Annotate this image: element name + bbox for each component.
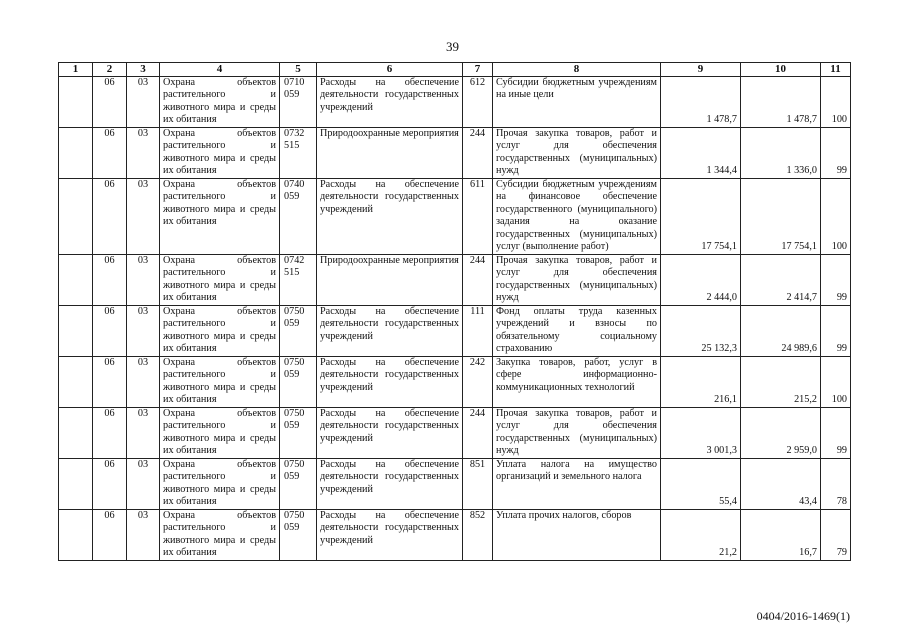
execution-percent-cell: 100	[821, 178, 851, 254]
target-item-name-cell: Расходы на обеспечение деятельности государственных учреждений	[317, 458, 463, 509]
section-code-cell: 06	[93, 356, 127, 407]
target-item-name-cell: Расходы на обеспечение деятельности государственных учреждений	[317, 178, 463, 254]
table-row	[59, 254, 851, 305]
column-header: 1	[59, 63, 93, 77]
executed-amount-cell: 16,7	[741, 509, 821, 560]
row-number-cell	[59, 356, 93, 407]
column-header: 8	[493, 63, 661, 77]
subsection-code-cell: 03	[127, 178, 160, 254]
target-item-code-cell: 0750 059	[280, 356, 317, 407]
expense-type-name-cell: Субсидии бюджетным учреждениям на иные цели	[493, 76, 661, 127]
table-row	[59, 356, 851, 407]
subsection-name-cell: Охрана объектов растительного и животного мира и среды их обитания	[160, 254, 280, 305]
target-item-code-cell: 0750 059	[280, 509, 317, 560]
table-row	[59, 76, 851, 127]
subsection-name-cell: Охрана объектов растительного и животного мира и среды их обитания	[160, 76, 280, 127]
execution-percent-cell: 99	[821, 127, 851, 178]
expense-type-name-cell: Субсидии бюджетным учреждениям на финансовое обеспечение государственного (муниципального) задания на оказание государственных (муниципальных) услуг (выполнение работ)	[493, 178, 661, 254]
target-item-name-cell: Расходы на обеспечение деятельности государственных учреждений	[317, 407, 463, 458]
table-row	[59, 509, 851, 560]
planned-amount-cell: 55,4	[661, 458, 741, 509]
expense-type-code-cell: 852	[463, 509, 493, 560]
execution-percent-cell: 100	[821, 76, 851, 127]
subsection-name-cell: Охрана объектов растительного и животного мира и среды их обитания	[160, 458, 280, 509]
column-header: 11	[821, 63, 851, 77]
document-code: 0404/2016-1469(1)	[756, 609, 850, 623]
target-item-name-cell: Расходы на обеспечение деятельности государственных учреждений	[317, 509, 463, 560]
target-item-name-cell: Природоохранные мероприятия	[317, 127, 463, 178]
target-item-code-cell: 0750 059	[280, 458, 317, 509]
row-number-cell	[59, 178, 93, 254]
column-header: 6	[317, 63, 463, 77]
expense-type-name-cell: Прочая закупка товаров, работ и услуг для обеспечения государственных (муниципальных) нужд	[493, 127, 661, 178]
subsection-code-cell: 03	[127, 356, 160, 407]
section-code-cell: 06	[93, 127, 127, 178]
table-header-row	[59, 63, 851, 77]
expense-type-name-cell: Фонд оплаты труда казенных учреждений и взносы по обязательному социальному страхованию	[493, 305, 661, 356]
column-header: 5	[280, 63, 317, 77]
expense-type-name-cell: Уплата налога на имущество организаций и земельного налога	[493, 458, 661, 509]
subsection-code-cell: 03	[127, 127, 160, 178]
executed-amount-cell: 2 959,0	[741, 407, 821, 458]
planned-amount-cell: 17 754,1	[661, 178, 741, 254]
planned-amount-cell: 1 478,7	[661, 76, 741, 127]
section-code-cell: 06	[93, 458, 127, 509]
executed-amount-cell: 24 989,6	[741, 305, 821, 356]
execution-percent-cell: 99	[821, 407, 851, 458]
section-code-cell: 06	[93, 76, 127, 127]
planned-amount-cell: 2 444,0	[661, 254, 741, 305]
subsection-code-cell: 03	[127, 407, 160, 458]
section-code-cell: 06	[93, 407, 127, 458]
planned-amount-cell: 1 344,4	[661, 127, 741, 178]
planned-amount-cell: 21,2	[661, 509, 741, 560]
subsection-code-cell: 03	[127, 76, 160, 127]
row-number-cell	[59, 407, 93, 458]
target-item-code-cell: 0742 515	[280, 254, 317, 305]
row-number-cell	[59, 254, 93, 305]
column-header: 2	[93, 63, 127, 77]
execution-percent-cell: 79	[821, 509, 851, 560]
column-header: 7	[463, 63, 493, 77]
subsection-name-cell: Охрана объектов растительного и животного мира и среды их обитания	[160, 509, 280, 560]
target-item-name-cell: Расходы на обеспечение деятельности государственных учреждений	[317, 305, 463, 356]
target-item-name-cell: Расходы на обеспечение деятельности государственных учреждений	[317, 76, 463, 127]
expense-type-name-cell: Прочая закупка товаров, работ и услуг для обеспечения государственных (муниципальных) нужд	[493, 407, 661, 458]
column-header: 4	[160, 63, 280, 77]
target-item-code-cell: 0740 059	[280, 178, 317, 254]
subsection-name-cell: Охрана объектов растительного и животного мира и среды их обитания	[160, 407, 280, 458]
subsection-code-cell: 03	[127, 254, 160, 305]
execution-percent-cell: 99	[821, 305, 851, 356]
row-number-cell	[59, 509, 93, 560]
target-item-code-cell: 0710 059	[280, 76, 317, 127]
executed-amount-cell: 1 478,7	[741, 76, 821, 127]
subsection-code-cell: 03	[127, 509, 160, 560]
execution-percent-cell: 99	[821, 254, 851, 305]
expense-type-name-cell: Прочая закупка товаров, работ и услуг для обеспечения государственных (муниципальных) нужд	[493, 254, 661, 305]
target-item-code-cell: 0750 059	[280, 407, 317, 458]
table-row	[59, 407, 851, 458]
subsection-code-cell: 03	[127, 458, 160, 509]
execution-percent-cell: 78	[821, 458, 851, 509]
executed-amount-cell: 215,2	[741, 356, 821, 407]
expense-type-name-cell: Закупка товаров, работ, услуг в сфере информационно-коммуникационных технологий	[493, 356, 661, 407]
expense-type-code-cell: 611	[463, 178, 493, 254]
executed-amount-cell: 17 754,1	[741, 178, 821, 254]
subsection-name-cell: Охрана объектов растительного и животного мира и среды их обитания	[160, 178, 280, 254]
expense-type-code-cell: 111	[463, 305, 493, 356]
subsection-name-cell: Охрана объектов растительного и животного мира и среды их обитания	[160, 356, 280, 407]
section-code-cell: 06	[93, 254, 127, 305]
planned-amount-cell: 216,1	[661, 356, 741, 407]
column-header: 9	[661, 63, 741, 77]
column-header: 3	[127, 63, 160, 77]
table-row	[59, 458, 851, 509]
executed-amount-cell: 2 414,7	[741, 254, 821, 305]
expense-type-code-cell: 244	[463, 407, 493, 458]
row-number-cell	[59, 305, 93, 356]
expense-type-code-cell: 612	[463, 76, 493, 127]
subsection-name-cell: Охрана объектов растительного и животного мира и среды их обитания	[160, 127, 280, 178]
execution-percent-cell: 100	[821, 356, 851, 407]
expense-type-code-cell: 244	[463, 254, 493, 305]
table-row	[59, 178, 851, 254]
expense-type-code-cell: 242	[463, 356, 493, 407]
executed-amount-cell: 43,4	[741, 458, 821, 509]
table-row	[59, 305, 851, 356]
expense-type-code-cell: 244	[463, 127, 493, 178]
column-header: 10	[741, 63, 821, 77]
expense-type-name-cell: Уплата прочих налогов, сборов	[493, 509, 661, 560]
row-number-cell	[59, 458, 93, 509]
table-body	[59, 76, 851, 560]
row-number-cell	[59, 127, 93, 178]
row-number-cell	[59, 76, 93, 127]
target-item-name-cell: Расходы на обеспечение деятельности государственных учреждений	[317, 356, 463, 407]
subsection-code-cell: 03	[127, 305, 160, 356]
target-item-name-cell: Природоохранные мероприятия	[317, 254, 463, 305]
target-item-code-cell: 0750 059	[280, 305, 317, 356]
section-code-cell: 06	[93, 178, 127, 254]
budget-table	[58, 62, 851, 561]
target-item-code-cell: 0732 515	[280, 127, 317, 178]
planned-amount-cell: 3 001,3	[661, 407, 741, 458]
executed-amount-cell: 1 336,0	[741, 127, 821, 178]
planned-amount-cell: 25 132,3	[661, 305, 741, 356]
section-code-cell: 06	[93, 509, 127, 560]
page-number: 39	[446, 39, 459, 54]
subsection-name-cell: Охрана объектов растительного и животного мира и среды их обитания	[160, 305, 280, 356]
section-code-cell: 06	[93, 305, 127, 356]
expense-type-code-cell: 851	[463, 458, 493, 509]
table-row	[59, 127, 851, 178]
